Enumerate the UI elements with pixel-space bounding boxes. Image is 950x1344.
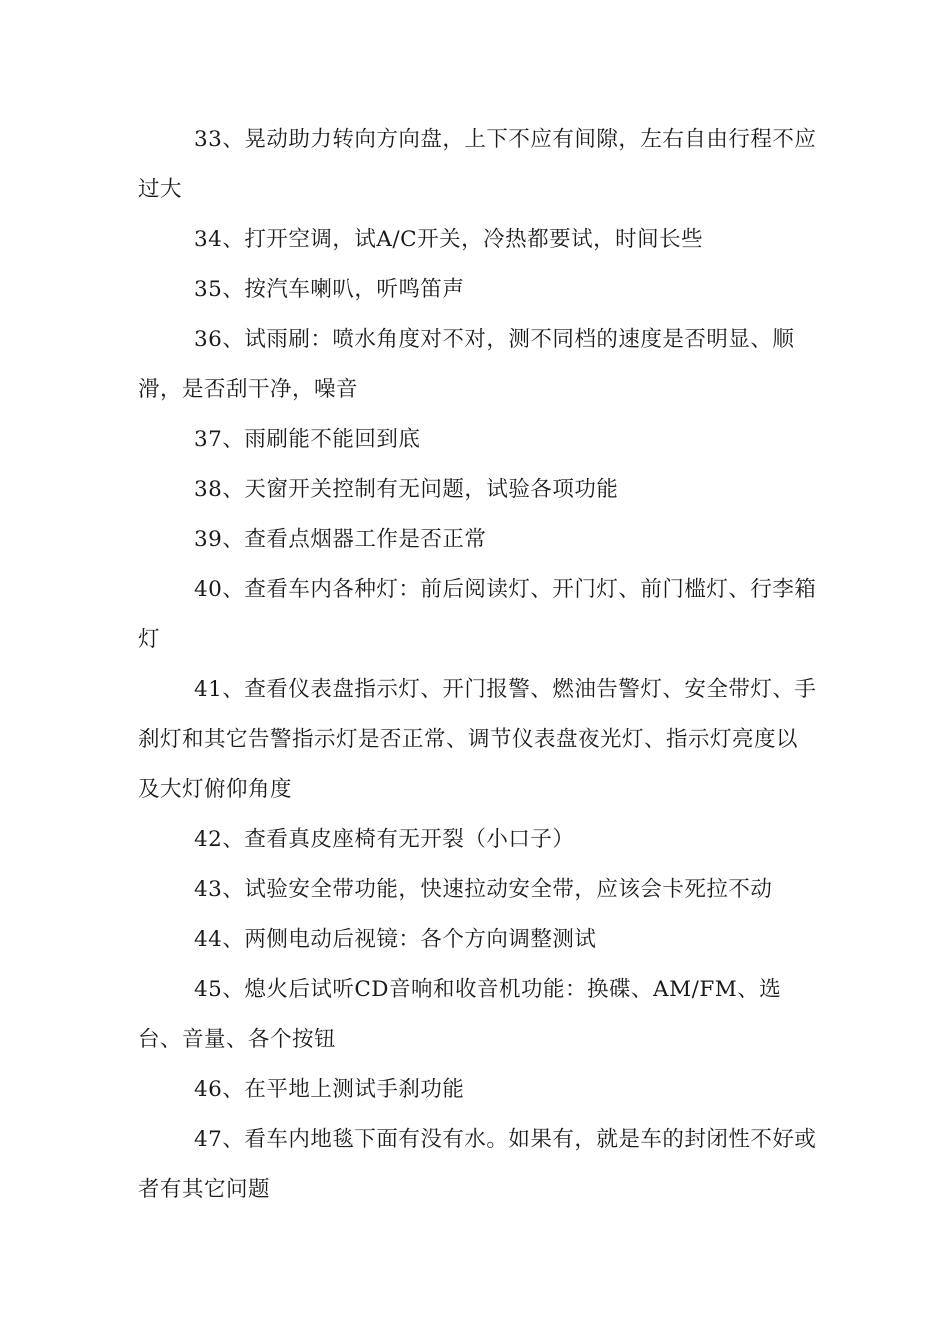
checklist-item-34: 34、打开空调，试A/C开关，冷热都要试，时间长些 (194, 227, 704, 252)
checklist-item-44: 44、两侧电动后视镜：各个方向调整测试 (194, 927, 597, 952)
checklist-item-46: 46、在平地上测试手刹功能 (194, 1077, 465, 1102)
checklist-item-37: 37、雨刷能不能回到底 (194, 427, 421, 452)
checklist-body (138, 115, 818, 1215)
checklist-item-43: 43、试验安全带功能，快速拉动安全带，应该会卡死拉不动 (194, 877, 773, 902)
checklist-item-41: 41、查看仪表盘指示灯、开门报警、燃油告警灯、安全带灯、手刹灯和其它告警指示灯是否正常、调节仪表盘夜光灯、指示灯亮度以及大灯俯仰角度 (138, 677, 817, 802)
checklist-item-35: 35、按汽车喇叭，听鸣笛声 (194, 277, 465, 302)
checklist-item-38: 38、天窗开关控制有无问题，试验各项功能 (194, 477, 619, 502)
checklist-item-39: 39、查看点烟器工作是否正常 (194, 527, 487, 552)
checklist-item-33: 33、晃动助力转向方向盘，上下不应有间隙，左右自由行程不应过大 (138, 127, 817, 202)
checklist-item-42: 42、查看真皮座椅有无开裂（小口子） (194, 827, 575, 852)
checklist-item-36: 36、试雨刷：喷水角度对不对，测不同档的速度是否明显、顺滑，是否刮干净，噪音 (138, 327, 795, 402)
checklist-item-45: 45、熄火后试听CD音响和收音机功能：换碟、AM/FM、选台、音量、各个按钮 (138, 977, 782, 1052)
checklist-item-47: 47、看车内地毯下面有没有水。如果有，就是车的封闭性不好或者有其它问题 (138, 1127, 817, 1202)
checklist-item-40: 40、查看车内各种灯：前后阅读灯、开门灯、前门槛灯、行李箱灯 (138, 577, 817, 652)
